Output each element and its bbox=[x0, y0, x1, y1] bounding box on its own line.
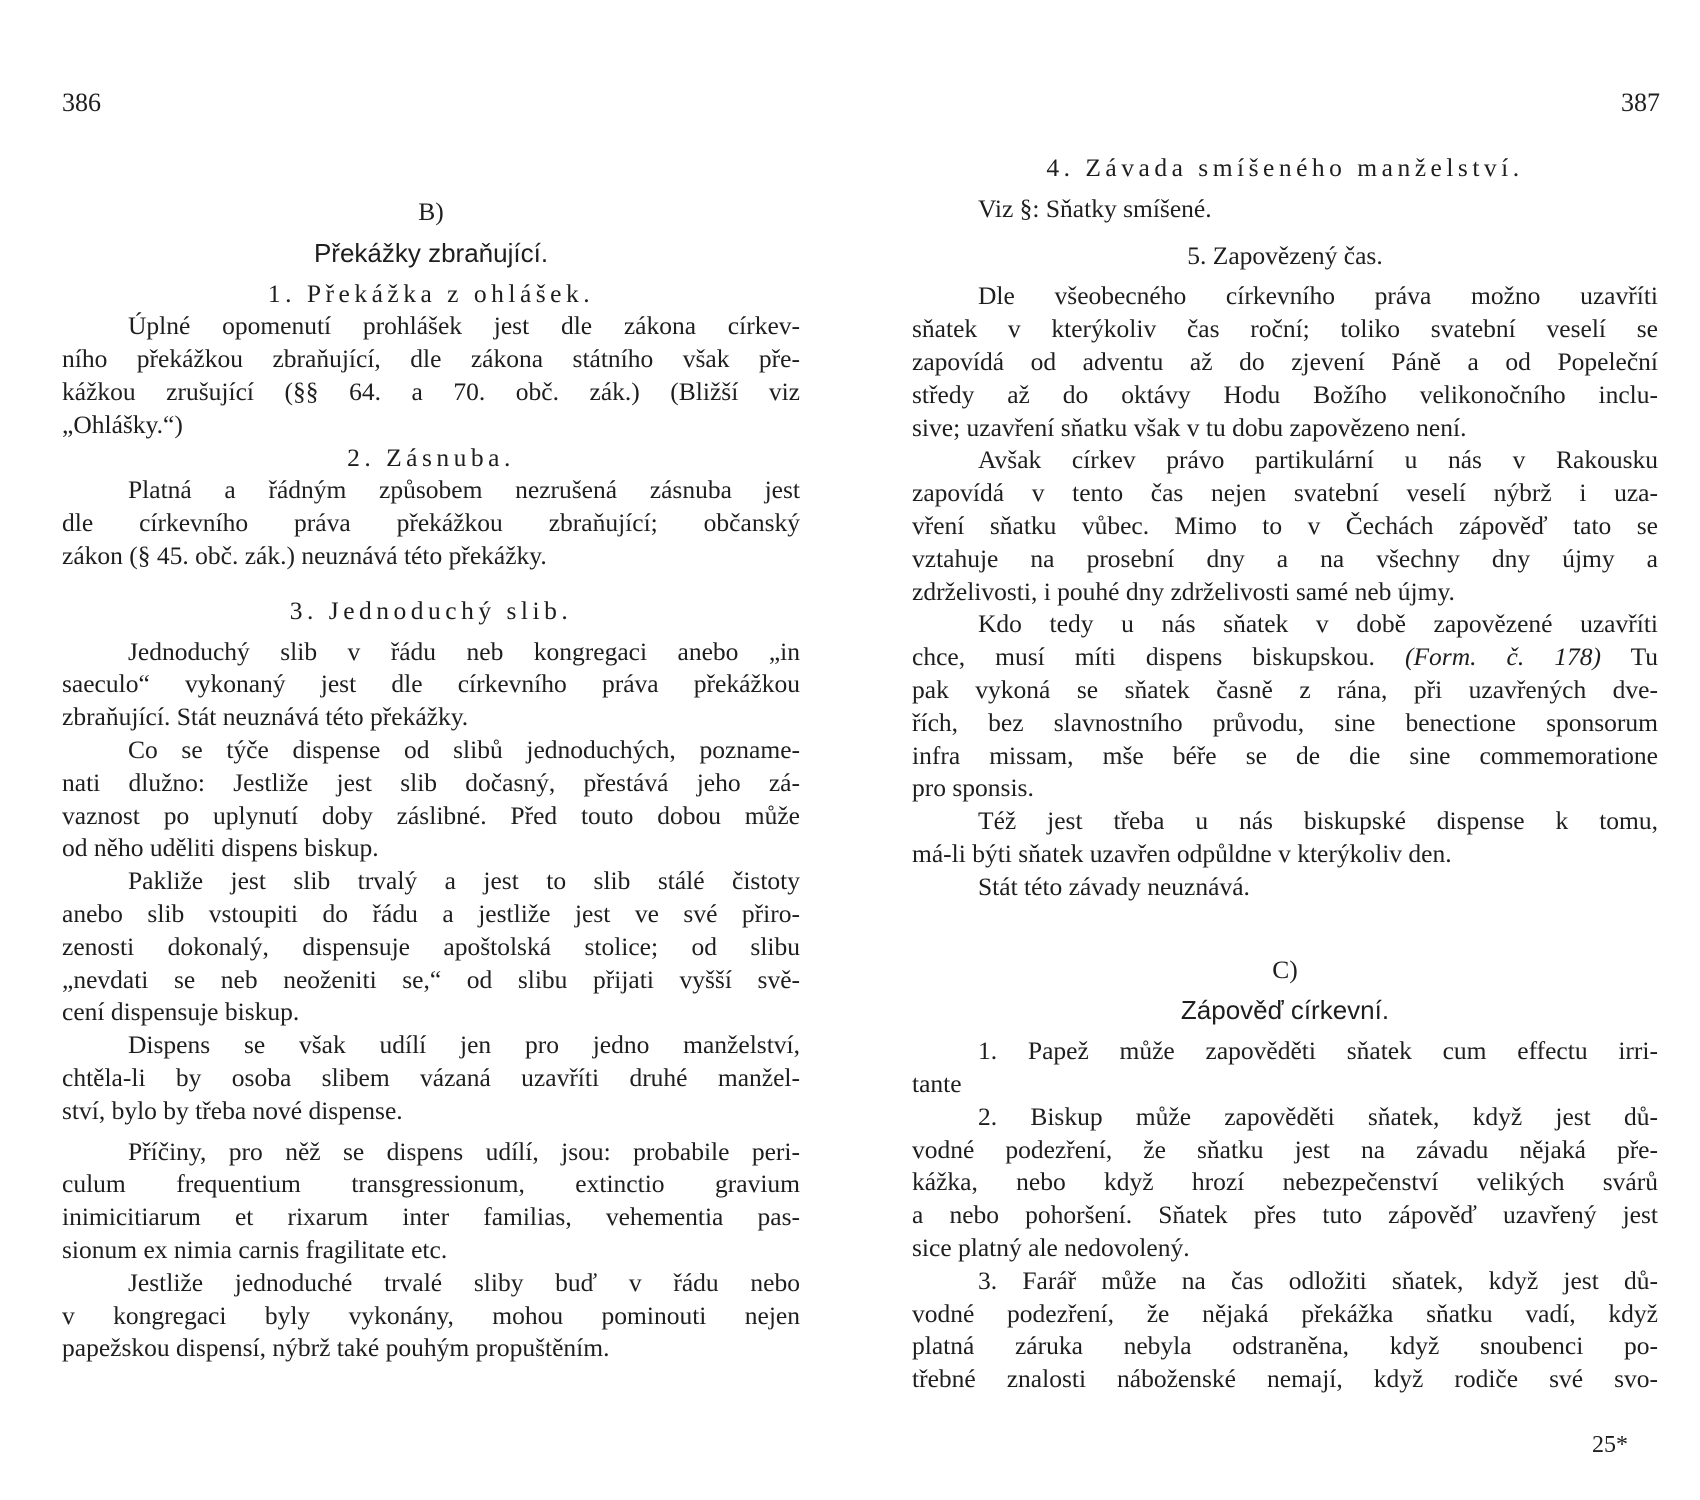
text-line: sice platný ale nedovolený. bbox=[912, 1232, 1190, 1262]
text-line: Úplné opomenutí prohlášek jest dle zákona církev- bbox=[128, 311, 800, 341]
text-line: vodné podezření, že sňatku jest na závadu nějaká pře- bbox=[912, 1134, 1658, 1164]
paragraph-1 bbox=[62, 310, 800, 441]
paragraph-r5: Stát této závady neuznává. bbox=[978, 871, 1250, 901]
section-title-b: Překážky zbraňující. bbox=[313, 237, 549, 268]
page-number-right: 387 bbox=[1621, 88, 1660, 117]
text-line: papežskou dispensí, nýbrž také pouhým propuštěním. bbox=[62, 1333, 610, 1363]
text-line: pak vykoná se sňatek časně z rána, při uzavřených dve- bbox=[912, 674, 1658, 704]
text-line: Též jest třeba u nás biskupské dispense k tomu, bbox=[978, 806, 1658, 836]
form-reference: (Form. č. 178) bbox=[1404, 642, 1601, 672]
paragraph-2 bbox=[62, 474, 800, 572]
text-line: vodné podezření, že nějaká překážka sňatku vadí, když bbox=[912, 1298, 1658, 1328]
text-line: infra missam, mše béře se de die sine commemoratione bbox=[912, 740, 1658, 770]
text-line: 3. Farář může na čas odložiti sňatek, když jest dů- bbox=[978, 1265, 1658, 1295]
text-line: sive; uzavření sňatku však v tu dobu zapovězeno není. bbox=[912, 412, 1467, 442]
item-c2 bbox=[912, 1101, 1658, 1265]
text-line: nati dlužno: Jestliže jest slib dočasný, přestává jeho zá- bbox=[62, 767, 800, 797]
text-line: sionum ex nimia carnis fragilitate etc. bbox=[62, 1234, 448, 1264]
text-line: dle církevního práva překážkou zbraňující; občanský bbox=[62, 508, 800, 538]
text-line bbox=[912, 641, 1658, 674]
item-c3 bbox=[912, 1265, 1658, 1396]
text-segment: chce, musí míti dispens biskupskou. bbox=[912, 642, 1375, 672]
text-line: inimicitiarum et rixarum inter familias, vehementia pas- bbox=[62, 1202, 800, 1232]
text-line: zapovídá v tento čas nejen svatební veselí nýbrž i uza- bbox=[912, 478, 1658, 508]
text-line: ního překážkou zbraňující, dle zákona státního však pře- bbox=[62, 344, 800, 374]
text-line: vztahuje na prosební dny a na všechny dny újmy a bbox=[912, 543, 1658, 573]
text-line: 2. Biskup může zapověděti sňatek, když jest dů- bbox=[978, 1101, 1658, 1131]
text-line: má-li býti sňatek uzavřen odpůldne v kterýkoliv den. bbox=[912, 838, 1452, 868]
heading-5: 5. Zapovězený čas. bbox=[1187, 240, 1383, 270]
section-title-c: Zápověď církevní. bbox=[1180, 995, 1390, 1026]
text-line: ství, bylo by třeba nové dispense. bbox=[62, 1095, 403, 1125]
text-line: Příčiny, pro něž se dispens udílí, jsou: probabile peri- bbox=[128, 1136, 800, 1166]
text-line: culum frequentium transgressionum, extinctio gravium bbox=[62, 1169, 800, 1199]
text-line: Dle všeobecného církevního práva možno uzavříti bbox=[978, 281, 1658, 311]
paragraph-6 bbox=[62, 1029, 800, 1127]
text-line: Platná a řádným způsobem nezrušená zásnuba jest bbox=[128, 475, 800, 505]
paragraph-7 bbox=[62, 1136, 800, 1267]
section-letter-b: B) bbox=[418, 197, 444, 226]
text-line: pro sponsis. bbox=[912, 773, 1034, 803]
text-line: zapovídá od adventu až do zjevení Páně a od Popeleční bbox=[912, 346, 1658, 376]
text-line: kážka, nebo když hrozí nebezpečenství velikých svárů bbox=[912, 1167, 1658, 1197]
text-line: zdrželivosti, i pouhé dny zdrželivosti samé neb újmy. bbox=[912, 576, 1455, 606]
text-line: zbraňující. Stát neuznává této překážky. bbox=[62, 702, 469, 732]
text-line: a nebo pohoršení. Sňatek přes tuto zápověď uzavřený jest bbox=[912, 1200, 1658, 1230]
text-line: Pakliže jest slib trvalý a jest to slib stálé čistoty bbox=[128, 866, 800, 896]
right-page bbox=[850, 0, 1700, 1500]
text-line: Kdo tedy u nás sňatek v době zapovězené uzavříti bbox=[978, 609, 1658, 639]
text-line: Jednoduchý slib v řádu neb kongregaci anebo „in bbox=[128, 636, 800, 666]
paragraph-8 bbox=[62, 1267, 800, 1365]
paragraph-r2 bbox=[912, 444, 1658, 608]
heading-4: 4. Závada smíšeného manželství. bbox=[1046, 153, 1524, 182]
paragraph-r4 bbox=[912, 805, 1658, 871]
text-line: „Ohlášky.“) bbox=[62, 409, 183, 439]
text-line: řích, bez slavnostního průvodu, sine benectione sponsorum bbox=[912, 707, 1658, 737]
item-c1 bbox=[912, 1035, 1658, 1101]
left-text-column bbox=[62, 196, 800, 1365]
text-line: platná záruka nebyla odstraněna, když snoubenci po- bbox=[912, 1331, 1658, 1361]
paragraph-3 bbox=[62, 636, 800, 734]
heading-1: 1. Překážka z ohlášek. bbox=[267, 278, 595, 308]
heading-2: 2. Zásnuba. bbox=[347, 442, 515, 472]
paragraph-5 bbox=[62, 865, 800, 1029]
text-line: sňatek v kterýkoliv čas roční; toliko svatební veselí se bbox=[912, 314, 1658, 344]
heading-3: 3. Jednoduchý slib. bbox=[289, 595, 573, 625]
text-line: tante bbox=[912, 1068, 962, 1098]
text-line: vaznost po uplynutí doby záslibné. Před touto dobou může bbox=[62, 800, 800, 830]
text-line: vření sňatku vůbec. Mimo to v Čechách zápověď tato se bbox=[912, 510, 1658, 540]
paragraph-4 bbox=[62, 734, 800, 865]
text-line: Avšak církev právo partikulární u nás v Rakousku bbox=[978, 445, 1658, 475]
text-line: zenosti dokonalý, dispensuje apoštolská stolice; od slibu bbox=[62, 931, 800, 961]
text-line: v kongregaci byly vykonány, mohou pominouti nejen bbox=[62, 1300, 800, 1330]
text-line: 1. Papež může zapověděti sňatek cum effectu irri- bbox=[978, 1036, 1658, 1066]
text-line: třebné znalosti náboženské nemají, když rodiče své svo- bbox=[912, 1364, 1658, 1394]
text-segment: Tu bbox=[1630, 642, 1659, 672]
text-line: cení dispensuje biskup. bbox=[62, 997, 300, 1027]
heading-4-text: Viz §: Sňatky smíšené. bbox=[978, 193, 1212, 223]
paragraph-r1 bbox=[912, 280, 1658, 444]
page-number-left: 386 bbox=[62, 88, 101, 117]
text-line: Dispens se však udílí jen pro jedno manželství, bbox=[128, 1030, 800, 1060]
signature-mark: 25* bbox=[1592, 1432, 1628, 1458]
text-line: saeculo“ vykonaný jest dle církevního práva překážkou bbox=[62, 669, 800, 699]
text-line: „nevdati se neb neoženiti se,“ od slibu přijati vyšší svě- bbox=[62, 964, 800, 994]
text-line: anebo slib vstoupiti do řádu a jestliže jest ve své přiro- bbox=[62, 898, 800, 928]
text-line: Co se týče dispense od slibů jednoduchých, poznamе- bbox=[128, 734, 800, 764]
paragraph-r3 bbox=[912, 608, 1658, 805]
text-line: středy až do oktávy Hodu Božího velikonočního inclu- bbox=[912, 379, 1658, 409]
right-text-column bbox=[912, 152, 1658, 1396]
section-letter-c: C) bbox=[1272, 954, 1298, 984]
text-line: Jestliže jednoduché trvalé sliby buď v řádu nebo bbox=[128, 1267, 800, 1297]
text-line: chtěla-li by osoba slibem vázaná uzavříti druhé manžel- bbox=[62, 1062, 800, 1092]
text-line: zákon (§ 45. obč. zák.) neuznává této překážky. bbox=[62, 540, 547, 570]
text-line: kážkou zrušující (§§ 64. a 70. obč. zák.) (Bližší viz bbox=[62, 376, 800, 406]
text-line: od něho uděliti dispens biskup. bbox=[62, 833, 379, 863]
